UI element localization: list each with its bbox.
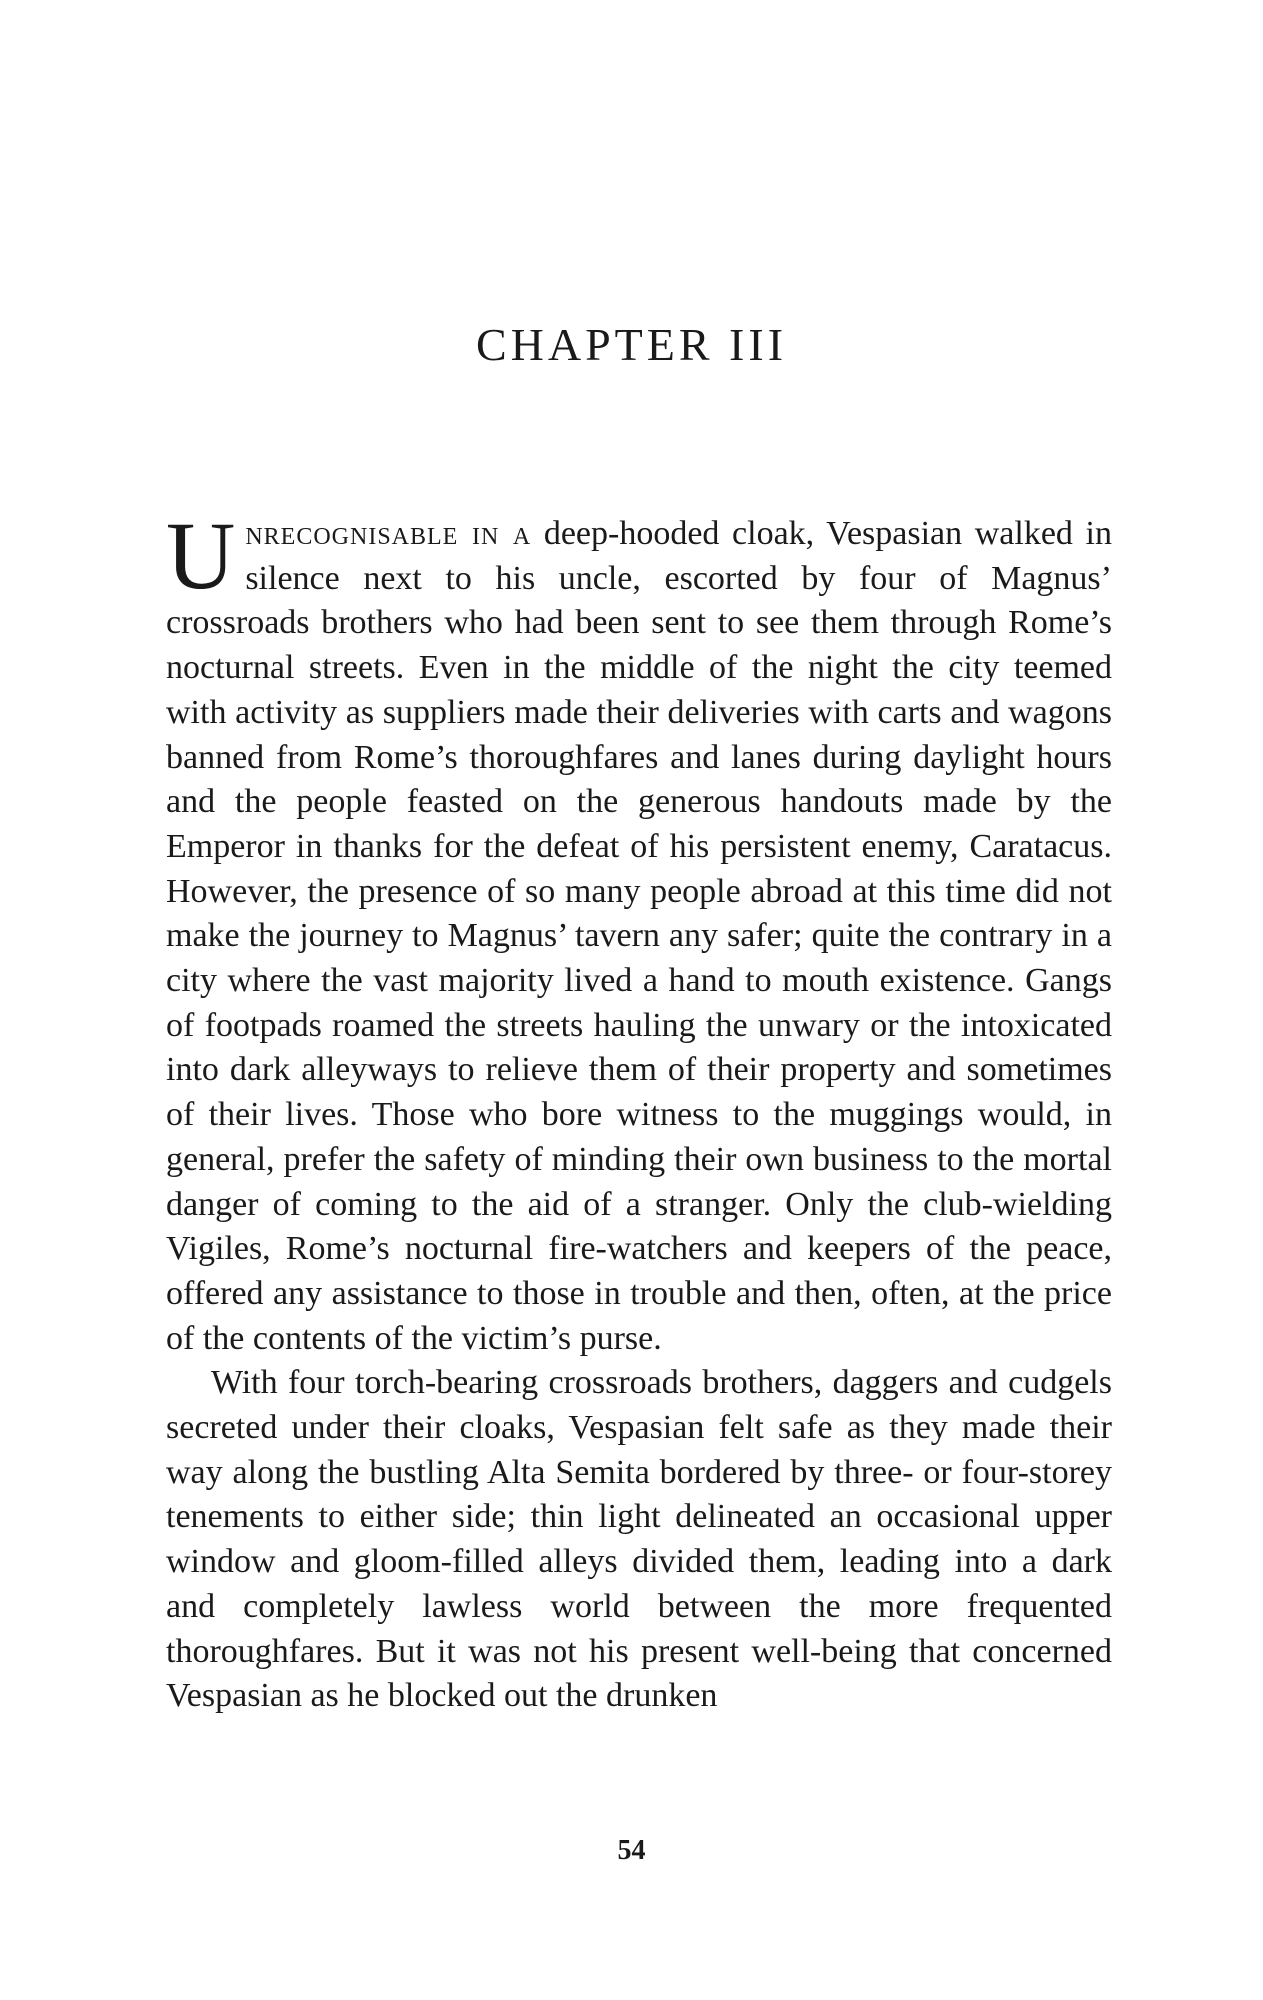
page-number: 54 (617, 1835, 646, 1866)
paragraph-2 (166, 1361, 1112, 1719)
paragraph-1 (166, 502, 1112, 1361)
chapter-title: CHAPTER III (475, 319, 788, 370)
small-caps-lead: nrecognisable in a (245, 515, 532, 552)
chapter-body (166, 502, 1112, 1719)
paragraph-1-text: deep-hooded cloak, Vespasian walked in silence next to his uncle, escorted by four of Magnus’ crossroads brothers who had been sent to see them through Rome’s nocturnal streets. Even in the middle of the night the city teemed with activity as suppliers made their deliveries with carts and wagons banned from Rome’s thoroughfares and lanes during daylight hours and the people feasted on the generous handouts made by the Emperor in thanks for the defeat of his persistent enemy, Caratacus. However, the presence of so many people abroad at this time did not make the journey to Magnus’ tavern any safer; quite the contrary in a city where the vast majority lived a hand to mouth existence. Gangs of footpads roamed the streets hauling the unwary or the intoxicated into dark alleyways to relieve them of their property and sometimes of their lives. Those who bore witness to the muggings would, in general, prefer the safety of minding their own business to the mortal danger of coming to the aid of a stranger. Only the club-wielding Vigiles, Rome’s nocturnal fire-watchers and keepers of the peace, offered any assistance to those in trouble and then, often, at the price of the contents of the victim’s purse. (166, 515, 1112, 1357)
paragraph-2-text: With four torch-bearing crossroads brothers, daggers and cudgels secreted under their cloaks, Vespasian felt safe as they made their way along the bustling Alta Semita bordered by three- or four-storey tenements to either side; thin light delineated an occasional upper window and gloom-filled alleys divided them, leading into a dark and completely lawless world between the more frequented thoroughfares. But it was not his present well-being that concerned Vespasian as he blocked out the drunken (166, 1364, 1112, 1715)
drop-cap: U (166, 502, 236, 609)
